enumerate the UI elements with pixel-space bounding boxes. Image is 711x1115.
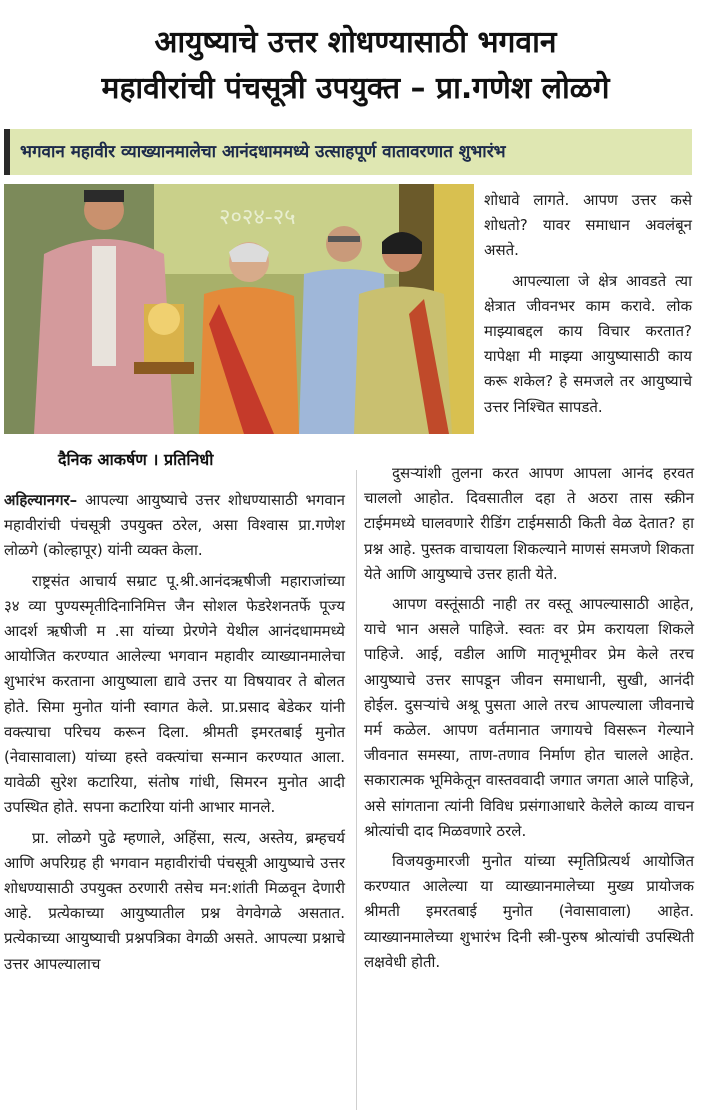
paragraph: प्रा. लोळगे पुढे म्हणाले, अहिंसा, सत्य, अस्तेय, ब्रम्हचर्य आणि अपरिग्रह ही भगवान महावीरांची पंचसूत्री आयुष्याचे उत्तर शोधण्यासाठी उपयुक्त ठरणारी तसेच मन:शांती मिळवून देणारी आहे. प्रत्येकाच्या आयुष्यातील प्रश्न वेगवेगळे असतात. प्रत्येकाच्या आयुष्याची प्रश्नपत्रिका वेगळी असते. आपल्या प्रश्नाचे उत्तर आपल्यालाच (4, 828, 345, 973)
article-column-right-top (484, 188, 692, 425)
event-photo (4, 184, 474, 434)
event-photo-illustration (4, 184, 474, 434)
lead-text: आपल्या आयुष्याचे उत्तर शोधण्यासाठी भगवान महावीरांची पंचसूत्री उपयुक्त ठरेल, असा विश्वास प्रा.गणेश लोळगे (कोल्हापूर) यांनी व्यक्त केला. (4, 491, 345, 560)
paragraph: राष्ट्रसंत आचार्य सम्राट पू.श्री.आनंदऋषीजी महाराजांच्या ३४ व्या पुण्यस्मृतीदिनानिमित्त जैन सोशल फेडरेशनतर्फे पूज्य आदर्श ऋषीजी म .सा यांच्या प्रेरणेने येथील आनंदधाममध्ये आयोजित करण्यात आलेल्या भगवान महावीर व्याख्यानमालेचा शुभारंभ करताना आयुष्याला द्यावे उत्तर या विषयावर ते बोलत होते. सिमा मुनोत यांनी स्वागत केले. प्रा.प्रसाद बेडेकर यांनी वक्त्याचा परिचय करून दिला. श्रीमती इमरतबाई मुनोत (नेवासावाला) यांच्या हस्ते वक्त्यांचा सन्मान करण्यात आला. यावेळी सुरेश कटारिया, संतोष गांधी, सिमरन मुनोत आदी उपस्थित होते. सपना कटारिया यांनी आभार मानले. (4, 571, 345, 817)
article-column-left (4, 488, 345, 982)
dateline: अहिल्यानगर– (4, 491, 78, 509)
paragraph: दुसऱ्यांशी तुलना करत आपण आपला आनंद हरवत चाललो आहोत. दिवसातील दहा ते अठरा तास स्क्रीन टाईममध्ये घालवणारे रीडिंग टाईमसाठी किती वेळ देतात? हा प्रश्न आहे. पुस्तक वाचायला शिकल्याने माणसं समजणे शिकता येते आणि आयुष्याचे उत्तर हाती येते. (364, 464, 694, 583)
headline (0, 20, 711, 112)
headline-line-2: महावीरांची पंचसूत्री उपयुक्त – प्रा.गणेश लोळगे (101, 71, 610, 106)
banner-text: २०२४-२५ (219, 205, 296, 230)
paragraph: विजयकुमारजी मुनोत यांच्या स्मृतिप्रित्यर्थ आयोजित करण्यात आलेल्या या व्याख्यानमालेच्या मुख्य प्रायोजक श्रीमती इमरतबाई मुनोत (नेवासावाला) आहेत. व्याख्यानमालेच्या शुभारंभ दिनी स्त्री-पुरुष श्रोत्यांची उपस्थिती लक्षवेधी होती. (364, 852, 694, 971)
headline-line-1: आयुष्याचे उत्तर शोधण्यासाठी भगवान (154, 25, 557, 60)
subheadline-bar: भगवान महावीर व्याख्यानमालेचा आनंदधाममध्ये उत्साहपूर्ण वातावरणात शुभारंभ (4, 129, 692, 175)
photo-caption: दैनिक आकर्षण । प्रतिनिधी (58, 450, 214, 469)
lead-paragraph (4, 488, 345, 564)
paragraph: आपल्याला जे क्षेत्र आवडते त्या क्षेत्रात जीवनभर काम करावे. लोक माझ्याबद्दल काय विचार करतात? यापेक्षा मी माझ्या आयुष्यासाठी काय करू शकेल? हे समजले तर आयुष्याचे उत्तर निश्चित सापडते. (484, 271, 692, 416)
article-column-right (364, 461, 694, 980)
paragraph: शोधावे लागते. आपण उत्तर कसे शोधतो? यावर समाधान अवलंबून असते. (484, 191, 692, 260)
column-divider (356, 470, 357, 1110)
paragraph: आपण वस्तूंसाठी नाही तर वस्तू आपल्यासाठी आहेत, याचे भान असले पाहिजे. स्वतः वर प्रेम करायला शिकले पाहिजे. आई, वडील आणि मातृभूमीवर प्रेम केले तरच आयुष्याचे उत्तर सापडून जीवन समाधानी, सुखी, आनंदी होईल. दुसऱ्यांचे अश्रू पुसता आले तरच आपल्याला जीवनाचे मर्म कळेल. आपण वर्तमानात जगायचे विसरून गेल्याने जीवनात समस्या, ताण-तणाव निर्माण होत चालले आहेत. सकारात्मक भूमिकेतून वास्तववादी जगात जगता आले पाहिजे, असे सांगताना त्यांनी विविध प्रसंगाआधारे केलेले काव्य वाचन श्रोत्यांची दाद मिळवणारे ठरले. (364, 595, 694, 840)
